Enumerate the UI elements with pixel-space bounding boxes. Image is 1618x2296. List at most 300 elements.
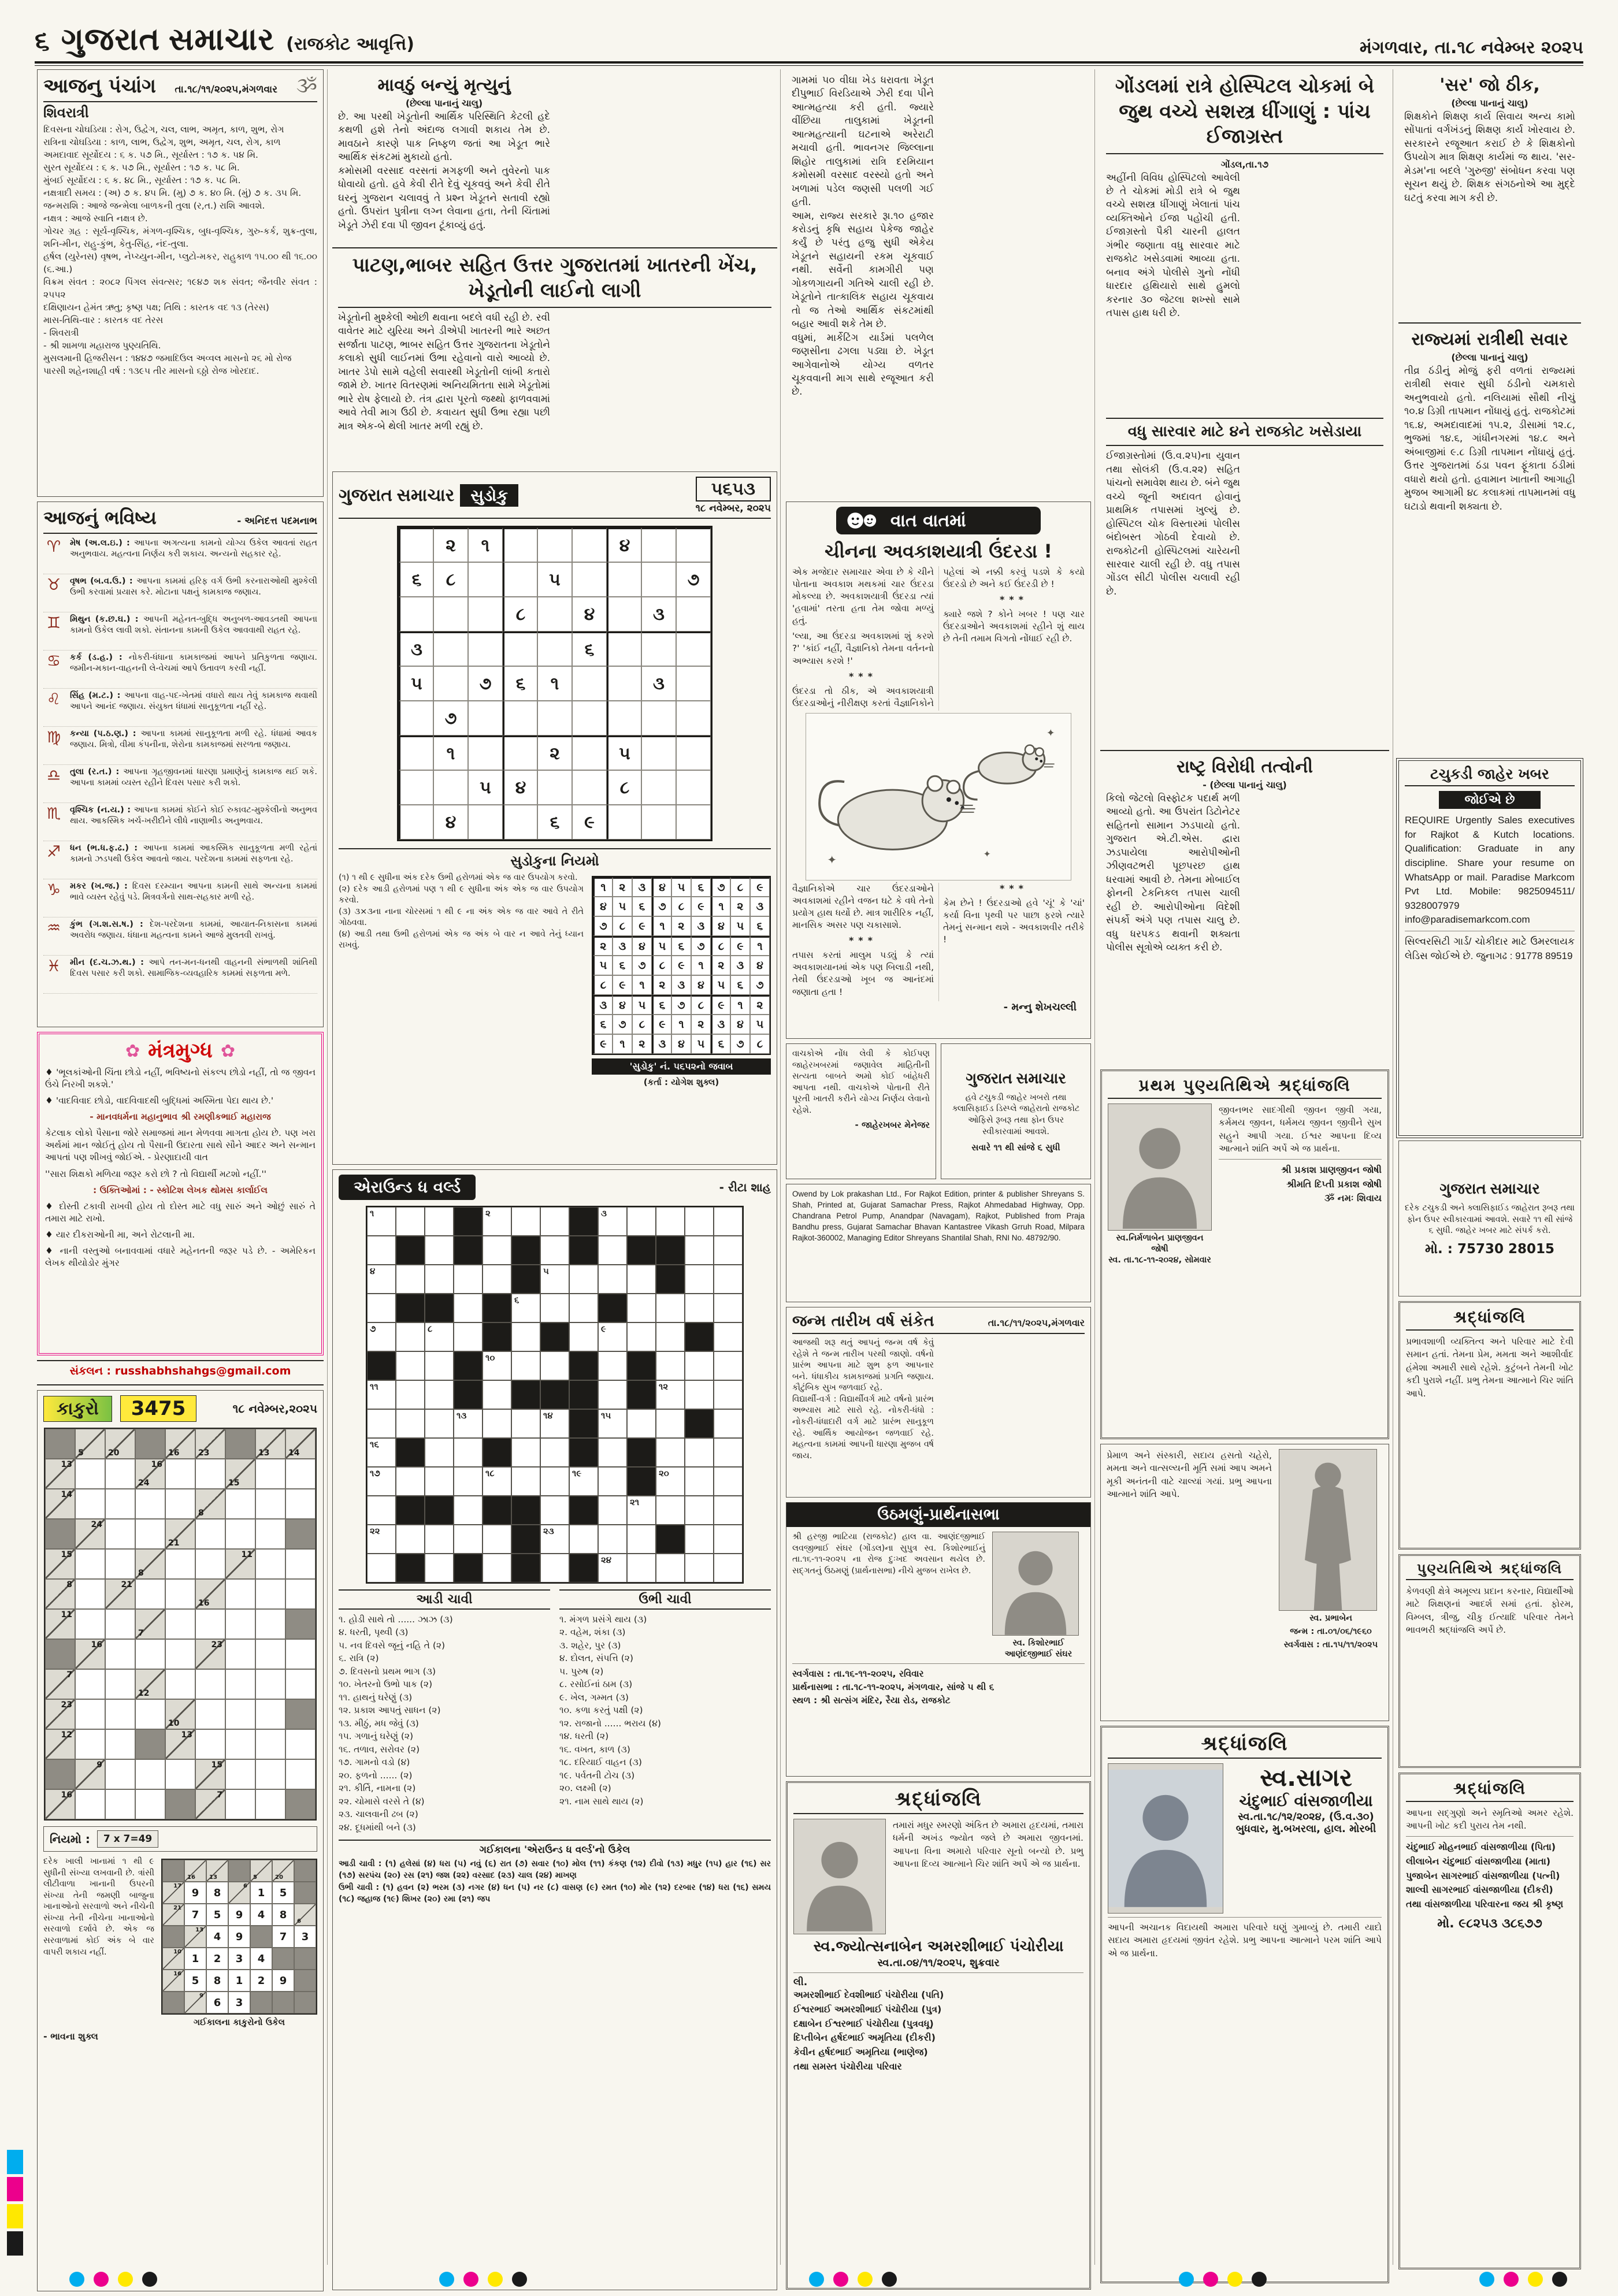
crossword-block-cell — [396, 1236, 425, 1265]
kakuro-cell — [255, 1489, 285, 1519]
crossword-block-cell — [454, 1236, 483, 1265]
sudoku-cell — [537, 631, 572, 666]
crossword-cell — [598, 1236, 627, 1265]
panchang-line: પારસી શહેનશાહી વર્ષ : ૧૩૯૫ તીર માસનો ૬ઠ્ઠો રોજ ખોરદાદ. — [43, 366, 259, 376]
crossword-cell — [396, 1525, 425, 1554]
chat-faces-icon — [845, 510, 882, 531]
kakuro-cell — [255, 1699, 285, 1729]
crossword-cell — [656, 1351, 685, 1380]
kakuro-cell — [105, 1459, 135, 1489]
jyotsna-family-names — [793, 1988, 1083, 2074]
crossword-cell — [714, 1496, 743, 1525]
registration-square — [7, 2177, 23, 2201]
zodiac-icon: ♉ — [46, 576, 61, 594]
sudoku-cell: ૬ — [537, 805, 572, 839]
sudoku-cell: ૬ — [503, 666, 537, 701]
sudoku-cell — [572, 527, 607, 562]
imprint-text: Owend by Lok prakashan Ltd., For Rajkot Edition, printer & publisher Shreyans S. Shah, Printed at, Gujarat Samachar Press, Rajkot Ahmedabad Highway, Opp. Chandrana Petrol Pump, Anandpar (Navagam), Rajkot, Published from Praja Bandhu press, Gujarat Samachar Bhavan Kantastree Vikash Grruh Road, Milpara Rajkot-360002, Managing Editor Shreyans Shantilal Shah, RNI No. 48792/90. — [792, 1190, 1085, 1242]
sagar-date: સ્વ.તા.૧૮/૧૨/૨૦૨૪, (ઉ.વ.૩૦) — [1238, 1811, 1374, 1823]
kakuro-block-cell — [285, 1519, 316, 1549]
sudoku-cell: ૮ — [652, 956, 671, 975]
vaat-part1 — [792, 566, 1085, 711]
crossword-cell — [367, 1294, 396, 1322]
kakuro-cell — [165, 1459, 195, 1489]
mantra-item: ''સારા શિક્ષકો મળિયા જરૂર કરો છો ? તો વિદ્યાર્થી મટશો નહીં.'' — [45, 1168, 267, 1179]
panchang-line: માસ-તિથિ-વાર : કારતક વદ તેરસ — [43, 315, 164, 325]
crossword-cell — [656, 1554, 685, 1582]
horoscope-entry — [43, 727, 317, 765]
crossword-cell — [396, 1265, 425, 1294]
registration-dot — [1479, 2272, 1494, 2287]
horoscope-text: વૃશ્ચિક (ન.ય.) : આપના કામમાં કોઈને કોઈ રુકાવટ-મુશ્કેલીનો અનુભવ થાય. આકસ્મિક ખર્ચ-ખરીદીને લીધે નાણાભીડ અનુભવાય. — [70, 805, 317, 826]
kakuro-cell — [285, 1639, 316, 1669]
horoscope-text: કન્યા (પ.ઠ.ણ.) : આપના કામમાં સાનુકૂળતા મળી રહે. ધંધામાં આવક જણાય. મિત્રો, વીમા કંપનીના, શેરોના કામકાજમાં સરળતા જણાય. — [70, 729, 317, 749]
panchang-line: સુરત સૂર્યોદય : ૬ ક. ૫૭ મિ., સૂર્યાસ્ત : ૧૭ ક. ૫૮ મિ. — [43, 162, 240, 173]
crossword-cell — [685, 1294, 714, 1322]
sudoku-cell — [676, 631, 711, 666]
sudoku-cell: ૭ — [711, 877, 730, 897]
sudoku-cell — [676, 701, 711, 735]
crossword-block-cell — [569, 1351, 598, 1380]
kakuro-cell — [195, 1549, 225, 1579]
kakuro-cell: 3 — [228, 1948, 250, 1970]
crossword-grid[interactable] — [366, 1206, 744, 1584]
kakuro-rules-label: નિયમો : — [50, 1832, 90, 1846]
mantra-item: : ઉક્તિઓમાં : - સ્કોટિશ લેખક થોમસ કાર્લાઈલ — [93, 1184, 268, 1195]
sudoku-cell: ૫ — [652, 936, 671, 956]
kakuro-cell — [165, 1549, 195, 1579]
crossword-cell — [396, 1207, 425, 1236]
kakuro-cell — [255, 1579, 285, 1609]
kakuro-cell — [225, 1669, 255, 1699]
sudoku-cell: ૬ — [652, 995, 671, 1015]
kakuro-clue-cell: 16 — [75, 1639, 105, 1669]
sudoku-rule: (૪) આડી તથા ઉભી હરોળમાં એક જ અંક બે વાર ન આવે તેનું ધ્યાન રાખવું. — [339, 929, 584, 950]
sudoku-cell: ૮ — [750, 1034, 770, 1054]
sudoku-cell: ૫ — [671, 877, 691, 897]
crossword-clue: ૧૬. તળાવ, સરોવર (૨) — [339, 1744, 420, 1755]
sudoku-cell: ૯ — [652, 1015, 671, 1034]
sudoku-cell: ૩ — [671, 975, 691, 995]
janma-paragraph: વિદ્યાર્થી-વર્ગ : વિદ્યાર્થીવર્ગ માટે વર્ષનો પ્રારંભ અભ્યાસ માટે સારો રહે. નોકરી-ધંધો : નોકરી-ધંધાદારી વર્ગ માટે પ્રારંભ સાનુકૂળ રહે. આર્થિક આયોજન જળવાઈ રહે. મહત્વના કામમાં આપની ધારણા મુજબ વર્ષ જાય. — [792, 1394, 934, 1461]
sagar-obituary — [1100, 1726, 1389, 2283]
sudoku-cell: ૪ — [607, 527, 641, 562]
family-names-box — [1398, 1773, 1581, 2269]
zodiac-icon: ♑ — [46, 881, 61, 899]
crossword-cell — [454, 1294, 483, 1322]
sudoku-cell: ૪ — [572, 597, 607, 631]
crossword-block-cell — [396, 1438, 425, 1467]
crossword-cell — [656, 1294, 685, 1322]
crossword-block-cell — [627, 1438, 656, 1467]
prabha-obituary — [1100, 1444, 1389, 1721]
crossword-cell: ૨ — [483, 1207, 511, 1236]
sudoku-cell: ૩ — [691, 916, 711, 936]
sagar-name: સ્વ.સાગર — [1260, 1763, 1352, 1792]
mantra-title: મંત્રમુગ્ધ — [148, 1039, 213, 1062]
tanchukdi-body[interactable]: REQUIRE Urgently Sales executives for Rajkot & Kutch locations. Qualification: Graduate in any discipline. Share your resume on WhatsApp or mail. Paradise Markcom Pvt Ltd. Mobile: 9825094511/ 9328007979 info@paradisemarkcom.com — [1405, 815, 1575, 926]
imprint-box — [786, 1184, 1091, 1302]
kakuro-date: ૧૮ નવેમ્બર,૨૦૨૫ — [232, 1402, 317, 1416]
kakuro-cell — [135, 1699, 165, 1729]
article-paragraph: આમ, રાજ્ય સરકારે રૂા.૧૦ હજાર કરોડનું કૃષિ સહાય પેકેજ જાહેર કર્યું છે પરંતુ હજુ સુધી એકેય ખેડૂતને સહાયની રકમ ચૂકવાઈ નથી. સર્વેની કામગીરી પણ ગોકળગાયની ગતિએ ચાલી રહી છે. ખેડૂતોને તાત્કાલિક સહાય ચૂકવાય તો જ તેઓ આર્થિક સંકટમાંથી બહાર આવી શકે તેમ છે. — [792, 210, 934, 330]
sudoku-cell — [503, 805, 537, 839]
registration-dot — [1552, 2272, 1567, 2287]
li-label: લી. — [793, 1977, 808, 1988]
kakuro-block-cell — [45, 1759, 75, 1789]
reader-notice-sign: - જાહેરખબર મેનેજર — [855, 1120, 930, 1131]
panchang-line: મુસલમાની હિજરીસન : ૧૪૪૭ જમાદિઉલ અવ્વલ માસનો ૨૬ મો રોજ — [43, 353, 292, 363]
crossword-block-cell — [627, 1236, 656, 1265]
middle-column — [786, 69, 1091, 2290]
gs-ad-body: હવે ટચુકડી જાહેર ખબરો તથા ક્લાસિફાઈડ ડિસ્પ્લે જાહેરાતો રાજકોટ ઓફિસે રૂબરૂ તથા ફોન ઉપર સ્વીકારવામાં આવશે. — [952, 1093, 1080, 1136]
uthamnu-section — [786, 1502, 1091, 1777]
kakuro-clue-cell: 6 — [228, 1882, 250, 1904]
crossword-block-cell — [483, 1438, 511, 1467]
masthead: ગુજરાત સમાચાર — [61, 22, 275, 57]
kakuro-cell — [225, 1759, 255, 1789]
crossword-cell: ૧૯ — [569, 1467, 598, 1496]
crossword-cell — [714, 1351, 743, 1380]
crossword-cell: ૨૨ — [367, 1525, 396, 1554]
registration-dot — [69, 2272, 84, 2287]
tanchukdi-extra[interactable]: સિલ્વરસિટી ગાર્ડ/ ચોકીદાર માટે ઉમરલાયક લેડિસ જોઈએ છે. જુનાગઢ : 91778 89519 — [1405, 936, 1575, 961]
zodiac-icon: ♓ — [46, 957, 61, 975]
mantra-item: ♦ 'વાદવિવાદ છોડો, વાદવિવાદથી બુદ્ધિમાં અસ્મિતા પેદા થાય છે.' — [45, 1095, 274, 1106]
crossword-cell — [714, 1207, 743, 1236]
sudoku-cell — [537, 770, 572, 805]
horoscope-entry — [43, 879, 317, 917]
crossword-block-cell — [454, 1351, 483, 1380]
crossword-cell — [540, 1351, 569, 1380]
sudoku-cell: ૨ — [593, 936, 613, 956]
crossword-cell — [598, 1380, 627, 1409]
sudoku-cell: ૫ — [632, 995, 652, 1015]
crossword-cell — [425, 1207, 454, 1236]
crossword-cell: ૫ — [540, 1265, 569, 1294]
kakuro-cell — [165, 1669, 195, 1699]
sudoku-cell: ૨ — [433, 527, 468, 562]
kakuro-cell — [195, 1729, 225, 1759]
kakuro-cell: 7 — [272, 1926, 294, 1948]
sudoku-cell: ૭ — [433, 701, 468, 735]
sankalan-email[interactable]: russhabhshahgs@gmail.com — [114, 1365, 291, 1377]
kakuro-cell — [195, 1609, 225, 1639]
edition-label: (રાજકોટ આવૃત્તિ) — [286, 34, 414, 54]
crossword-block-cell — [483, 1294, 511, 1322]
crossword-block-cell — [454, 1380, 483, 1409]
family-phone[interactable]: મો. ૯૮૨૫૩ ૩૮૬૭૭ — [1437, 1916, 1542, 1931]
sudoku-cell — [399, 597, 433, 631]
registration-dots — [439, 2272, 527, 2287]
horoscope-entry — [43, 574, 317, 612]
reader-notice — [786, 1043, 936, 1179]
shraddhanjali-box-1 — [1398, 1301, 1581, 1550]
crossword-clue: ૧૧. હાથનું ઘરેણું (૩) — [339, 1692, 413, 1703]
sudoku-cell: ૬ — [593, 1015, 613, 1034]
family-names-list — [1406, 1840, 1574, 1912]
registration-dot — [1252, 2272, 1267, 2287]
kakuro-cell — [105, 1699, 135, 1729]
sudoku-cell — [607, 631, 641, 666]
sudoku-grid[interactable] — [397, 526, 712, 841]
down-title: ઉભી ચાવી — [559, 1589, 771, 1610]
vaat-paragraph: *** — [999, 883, 1029, 894]
kakuro-cell — [75, 1459, 105, 1489]
crossword-cell — [685, 1438, 714, 1467]
crossword-clue: ૨. વહેમ, શંકા (૩) — [559, 1627, 626, 1638]
sudoku-cell: ૩ — [711, 1015, 730, 1034]
kakuro-cell: 9 — [228, 1904, 250, 1926]
crossword-cell — [483, 1525, 511, 1554]
sudoku-cell: ૩ — [750, 897, 770, 916]
family-verse: આપના સદ્ગુણો અને સ્મૃતિઓ અમર રહેશે. આપની ખોટ કદી પુરાય તેમ નથી. — [1406, 1808, 1574, 1831]
sudoku-cell: ૯ — [632, 916, 652, 936]
sudoku-cell — [399, 805, 433, 839]
vaat-vaatma-brand: વાત વાતમાં — [836, 507, 1041, 534]
horoscope-entry — [43, 651, 317, 689]
sudoku-cell: ૯ — [613, 975, 632, 995]
sudoku-cell: ૫ — [613, 897, 632, 916]
sudoku-cell: ૮ — [607, 770, 641, 805]
crossword-clue: ૪. દોલત, સંપત્તિ (૨) — [559, 1653, 633, 1664]
zodiac-icon: ♌ — [46, 690, 61, 708]
crossword-clue: ૧૦. ખેતરનો ઉભો પાક (૨) — [339, 1679, 433, 1690]
sudoku-cell: ૨ — [711, 956, 730, 975]
sudoku-cell: ૯ — [750, 877, 770, 897]
crossword-cell — [540, 1554, 569, 1582]
crossword-cell — [483, 1236, 511, 1265]
article-paragraph: ગામમાં ૫૦ વીઘા ખેડ ધરાવતા ખેડૂત દીપુભાઈ વિરડિયાએ ઝેરી દવા પીને આત્મહત્યા કરી હતી. જ્યારે વીંછિયા તાલુકામાં ખેડૂતની આત્મહત્યાની ઘટનાએ અરેરાટી મચાવી હતી. ભાવનગર જિલ્લાના શિહોર તાલુકામાં રાત્રિ દરમિયાન કમોસમી વરસાદ વરસ્યો હતો અને ખળામાં પડેલ જણસી પલળી ગઈ હતી. — [792, 75, 934, 209]
registration-dot — [1528, 2272, 1543, 2287]
uthamnu-detail-line: સ્વર્ગવાસ : તા.૧૬-૧૧-૨૦૨૫, રવિવાર — [792, 1668, 924, 1679]
sudoku-cell: ૭ — [468, 666, 503, 701]
sudoku-cell — [676, 805, 711, 839]
crossword-block-cell — [511, 1496, 540, 1525]
crossword-block-cell — [396, 1496, 425, 1525]
registration-dot — [512, 2272, 527, 2287]
kakuro-clue-cell: 21 — [165, 1519, 195, 1549]
sudoku-cell: ૫ — [593, 956, 613, 975]
shraddhanjali-box-2 — [1398, 1554, 1581, 1768]
uthamnu-detail-line: સ્થળ : શ્રી સત્સંગ મંદિર, રૈયા રોડ, રાજકોટ — [792, 1695, 951, 1706]
sudoku-cell: ૮ — [613, 916, 632, 936]
color-registration-bar — [7, 2150, 23, 2256]
crossword-cell — [714, 1554, 743, 1582]
sudoku-cell: ૮ — [593, 975, 613, 995]
sudoku-cell: ૭ — [750, 975, 770, 995]
kakuro-clue-cell: 20 — [272, 1860, 294, 1882]
crossword-block-cell — [396, 1294, 425, 1322]
vaat-paragraph: 'લ્યા, આ ઉંદરડા અવકાશમાં શું કરશે ?' 'કાંઈ નહીં, વૈજ્ઞાનિકો તેમના વર્તનનો અભ્યાસ કરશે !' — [792, 631, 934, 666]
zodiac-icon: ♐ — [46, 843, 61, 861]
crossword-cell — [540, 1294, 569, 1322]
sudoku-cell — [676, 666, 711, 701]
sudoku-cell: ૫ — [711, 975, 730, 995]
sudoku-cell — [503, 735, 537, 770]
vaat-author: - મન્નુ શેખચલ્લી — [1003, 1001, 1077, 1013]
gondal-body2: ઈજાગ્રસ્તોમાં (ઉ.વ.૨૫)ના યુવાન તથા સોલંકી (ઉ.વ.૨૨) સહિત પાંચનો સમાવેશ થાય છે. બંને જુથ વચ્ચે જૂની અદાવત હોવાનું પ્રાથમિક તપાસમાં ખુલ્યું છે. હોસ્પિટલ ચોક વિસ્તારમાં પોલીસ બંદોબસ્ત ગોઠવી દેવાયો છે. રાજકોટની હોસ્પિટલમાં ચારેયની સારવાર ચાલી રહી છે. વધુ તપાસ ગોંડલ સીટી પોલીસ ચલાવી રહી છે. — [1106, 450, 1240, 597]
sudoku-cell — [676, 735, 711, 770]
sudoku-rule: (૨) દરેક આડી હરોળમાં પણ ૧ થી ૯ સુધીના અંક એક જ વાર ઉપયોગ કરવો. — [339, 884, 584, 905]
crossword-answer-title: ગઈકાલના 'એરાઉન્ડ ધ વર્લ્ડ'નો ઉકેલ — [479, 1844, 630, 1856]
sudoku-answer-strip: 'સુડોકુ' નં. ૫૬૫૨નો જવાબ — [592, 1058, 771, 1075]
sudoku-cell: ૩ — [730, 956, 750, 975]
sudoku-cell — [433, 631, 468, 666]
vaat-paragraph: *** — [848, 935, 878, 946]
crossword-cell: ૧૬ — [367, 1438, 396, 1467]
crossword-cell — [714, 1467, 743, 1496]
crossword-cell — [627, 1294, 656, 1322]
sudoku-cell — [676, 527, 711, 562]
rashtra-body: કિલો જેટલો વિસ્ફોટક પદાર્થ મળી આવ્યો હતો. આ ઉપરાંત ડિટોનેટર સહિતનો સામાન ઝડપાયો હતો. ગુજરાત એ.ટી.એસ. દ્વારા ઝડપાયેલા આરોપીઓની ઝીણવટભરી પૂછપરછ હાથ ધરવામાં આવી છે. તેમના મોબાઈલ ફોનની ટેકનિકલ તપાસ ચાલી રહી છે. આરોપીઓના વિદેશી સંપર્કો અંગે પણ તપાસ ચાલુ છે. વધુ ધરપકડ થવાની શક્યતા પોલીસ સૂત્રોએ વ્યક્ત કરી છે. — [1106, 793, 1240, 953]
crossword-cell — [598, 1496, 627, 1525]
crossword-block-cell — [454, 1207, 483, 1236]
photo-caption-line: સ્વ. તા.૧૮-૧૧-૨૦૨૪, સોમવાર — [1108, 1255, 1211, 1265]
crossword-cell — [540, 1496, 569, 1525]
kakuro-cell: 7 — [184, 1904, 206, 1926]
kakuro-cell — [165, 1639, 195, 1669]
kakuro-cell — [135, 1639, 165, 1669]
crossword-block-cell — [511, 1525, 540, 1554]
rajya-headline: રાજ્યમાં રાત્રીથી સવાર — [1411, 329, 1568, 350]
crossword-clue: ૧૫. ગળાનું ઘરેણું (૨) — [339, 1731, 414, 1742]
registration-dot — [1203, 2272, 1218, 2287]
kakuro-cell — [225, 1609, 255, 1639]
family-name: ઈશ્વરભાઈ અમરશીભાઈ પંચોરીયા (પુત્ર) — [793, 2003, 942, 2015]
crossword-clue: ૧૮. દરિયાઈ વાહન (૩) — [559, 1757, 642, 1768]
sagar-title: શ્રદ્ધાંજલિ — [1108, 1732, 1382, 1759]
sudoku-cell: ૧ — [468, 527, 503, 562]
crossword-block-cell — [569, 1438, 598, 1467]
sudoku-cell: ૪ — [613, 995, 632, 1015]
registration-square — [7, 2231, 23, 2256]
crossword-cell: ૧૩ — [454, 1409, 483, 1438]
sudoku-cell — [433, 666, 468, 701]
horoscope-text: ધન (ભ.ધ.ફ.ઢ.) : આપના કામમાં આકસ્મિક સાનુકૂળતા મળી રહેતાં કામનો ઝડપથી ઉકેલ આવતો જાય. પરદેશના કામમાં સફળતા રહે. — [70, 844, 317, 864]
left-column — [37, 69, 324, 2291]
crossword-cell: ૬ — [511, 1294, 540, 1322]
pratham-verse: જીવનભર સાદગીથી જીવન જીવી ગયા, કર્મમય જીવન, ધર્મમય જીવન જીવીને સુખ સહુને આપી ગયા. ઈશ્વર આપના દિવ્ય આત્માને શાંતિ અર્પે એ જ પ્રાર્થના. — [1219, 1105, 1382, 1154]
kakuro-cell — [285, 1549, 316, 1579]
crossword-cell — [598, 1265, 627, 1294]
crossword-clue: ૬. રાત્રિ (૨) — [339, 1653, 379, 1664]
horoscope-text: કર્ક (ડ.હ.) : નોકરી-ધંધાના કામકાજમાં આપને પ્રતિકુળતા જણાય. જમીન-મકાન-વાહનની લે-વેચમાં આપે ઉતાવળ કરવી નહીં. — [70, 653, 317, 673]
crossword-cell — [454, 1467, 483, 1496]
sir-headline: 'સર' જો ઠીક, — [1439, 75, 1540, 95]
crossword-cell — [569, 1294, 598, 1322]
kakuro-grid[interactable] — [44, 1428, 317, 1821]
sudoku-cell — [468, 735, 503, 770]
sudoku-rules-list — [339, 872, 584, 1087]
pratham-photo-caption — [1108, 1233, 1212, 1266]
column-rule — [1094, 69, 1095, 2265]
sudoku-cell: ૬ — [730, 975, 750, 995]
kakuro-section — [37, 1390, 324, 2291]
sudoku-cell — [399, 527, 433, 562]
crossword-cell — [367, 1409, 396, 1438]
crossword-author: - રીટા શાહ — [719, 1180, 771, 1194]
gondal-article — [1100, 69, 1389, 745]
sankalan-label: સંકલન : — [69, 1365, 112, 1377]
kakuro-cell — [255, 1549, 285, 1579]
kakuro-cell: 4 — [250, 1948, 272, 1970]
sudoku-cell: ૨ — [613, 877, 632, 897]
panchang-line: - શ્રી શામળા મહારાજ પુણ્યતિથિ. — [43, 340, 161, 351]
mantra-item: કેટલાક લોકો પૈસાના જોરે સમાજમાં માન મેળવવા માગતા હોય છે. પણ ખરા અર્થમાં માન જોઈતું હોય તો પૈસાની ઉદારતા સાથે સૌને આદર અને સન્માન આપતાં પણ શીખવું જોઈએ. - પ્રેરણાદાયી વાત — [45, 1128, 316, 1163]
registration-dots — [69, 2272, 157, 2287]
kakuro-cell — [75, 1549, 105, 1579]
crossword-clue: ૧. હોડી સાથે તો ...... ઝાઝ (૩) — [339, 1614, 453, 1625]
sudoku-cell: ૬ — [572, 631, 607, 666]
kakuro-clue-cell: 5 — [250, 1860, 272, 1882]
prabha-verse: પ્રેમાળ અને સંસ્કારી, સદાય હસતો ચહેરો, મમતા અને વાત્સલ્યની મૂર્તિ સમાં આપ અમને મૂકી અનંતની વાટે ચાલ્યાં ગયાં. પ્રભુ આપના આત્માને શાંતિ આપે. — [1107, 1450, 1272, 1500]
crossword-cell — [425, 1380, 454, 1409]
crossword-block-cell — [656, 1236, 685, 1265]
sagar-surname: ચંદુભાઈ વાંસજાળીયા — [1239, 1792, 1373, 1810]
crossword-cell — [396, 1351, 425, 1380]
horoscope-text: મિથુન (ક.છ.ઘ.) : આપની મહેનત-બુદ્ધિ અનુબળ-આવડતથી આપના કામનો ઉકેલ લાવી શકો. સંતાનના કામની ઉકેલ આવવાથી રાહત રહે. — [70, 615, 317, 635]
family-name: તથા વાંસજાળીયા પરિવારના જય શ્રી કૃષ્ણ — [1406, 1899, 1564, 1910]
kakuro-cell — [165, 1759, 195, 1789]
uthamnu-detail-lines — [792, 1667, 1085, 1708]
family-name: કેવીન હર્ષદભાઈ અમૃતિયા (ભાણેજ) — [793, 2046, 928, 2058]
prabha-birth: જન્મ : તા.૦૧/૦૬/૧૯૬૦ — [1290, 1626, 1372, 1636]
kakuro-cell: 9 — [272, 1970, 294, 1992]
crossword-cell: ૨૦ — [656, 1467, 685, 1496]
crossword-cell — [685, 1265, 714, 1294]
kakuro-clue-cell: 16 — [165, 1429, 195, 1459]
crossword-block-cell — [425, 1294, 454, 1322]
sudoku-cell — [503, 701, 537, 735]
kakuro-clue-cell: 13 — [45, 1459, 75, 1489]
zodiac-icon: ♊ — [46, 614, 61, 632]
crossword-cell — [511, 1467, 540, 1496]
kakuro-block-cell — [45, 1519, 75, 1549]
horoscope-entry — [43, 917, 317, 956]
crossword-cell — [685, 1380, 714, 1409]
kakuro-cell — [255, 1519, 285, 1549]
kakuro-cell — [165, 1579, 195, 1609]
crossword-cell — [714, 1525, 743, 1554]
kakuro-block-cell — [285, 1789, 316, 1819]
crossword-clue: ૨૧. નામ સાથે થાય (૨) — [559, 1796, 644, 1807]
sudoku-cell: ૬ — [613, 956, 632, 975]
crossword-cell — [627, 1265, 656, 1294]
mantra-item: ♦ નાની વસ્તુઓ બનાવવામાં વધારે મહેનતની જરૂર પડે છે. - અમેરિકન લેખક થીયોડોર મુંગર — [45, 1245, 316, 1269]
sudoku-cell: ૭ — [593, 916, 613, 936]
crossword-cell — [425, 1554, 454, 1582]
sudoku-cell: ૬ — [750, 916, 770, 936]
sudoku-cell: ૭ — [652, 897, 671, 916]
horoscope-entry — [43, 841, 317, 879]
sudoku-cell: ૬ — [691, 877, 711, 897]
sudoku-rules-title: સુડોકુના નિયમો — [339, 848, 771, 869]
kakuro-clue-cell: 13 — [255, 1429, 285, 1459]
crossword-cell — [483, 1554, 511, 1582]
registration-dot — [142, 2272, 157, 2287]
sudoku-brand: ગુજરાત સમાચાર સુડોકુ — [339, 486, 518, 506]
horoscope-entry — [43, 765, 317, 803]
crossword-clue: ૧૭. ગામનો વડો (૪) — [339, 1757, 410, 1768]
sudoku-credit: (કર્તા : યોગેશ શુક્લ) — [643, 1077, 719, 1087]
family-name: લીલાબેન ચંદુભાઈ વાંસજાળીયા (માતા) — [1406, 1855, 1551, 1867]
mavthu-article — [332, 69, 777, 243]
janma-section — [786, 1307, 1091, 1498]
mantra-item: - માનવધર્મના મહાનુભાવ શ્રી રમણીકભાઈ મહારાજ — [90, 1112, 271, 1123]
gs-ad-phone[interactable]: મો. : 75730 28015 — [1425, 1241, 1554, 1257]
jyotsna-verse: તમારાં મધુર સ્મરણો અંકિત છે અમારા હૃદયમાં, તમારા ધર્મની અખંડ જ્યોત જલે છે અમારા જીવનમાં. આપના વિના અમારો પરિવાર સૂનો બન્યો છે. પ્રભુ આપના દિવ્ય આત્માને ચિર શાંતિ અર્પે એ જ પ્રાર્થના. — [893, 1820, 1083, 1870]
